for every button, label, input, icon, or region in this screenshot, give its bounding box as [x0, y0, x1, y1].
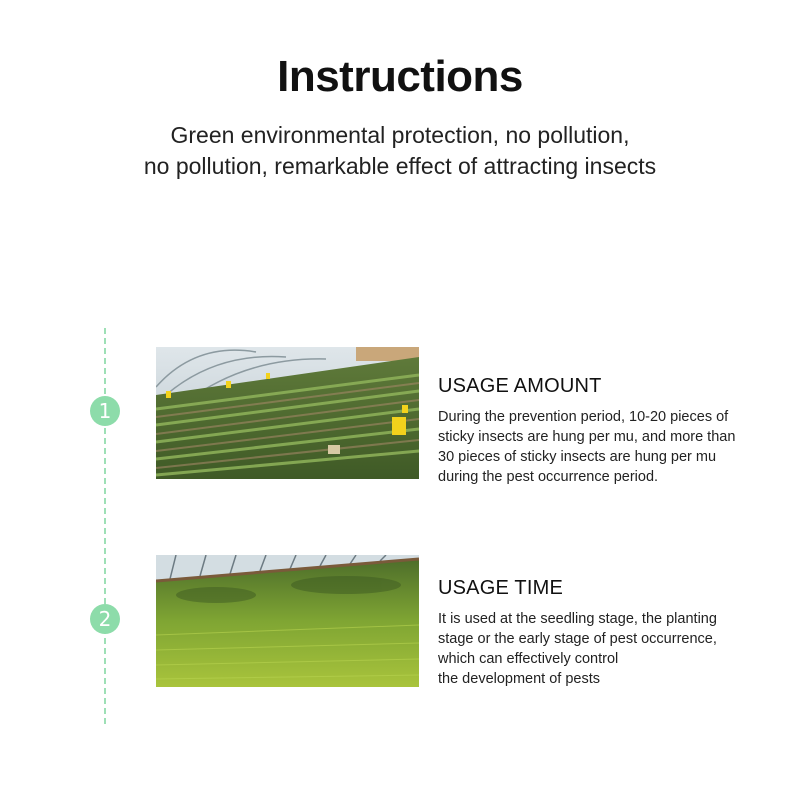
step-description: [438, 609, 778, 689]
subtitle-line: Green environmental protection, no pollution,: [170, 122, 630, 148]
step-description-line: during the pest occurrence period.: [438, 469, 659, 485]
step-description-line: During the prevention period, 10-20 pieces of: [438, 409, 729, 425]
greenhouse-seedbed-photo: [156, 555, 419, 687]
step-description-line: which can effectively control: [438, 651, 619, 667]
step-description: [438, 407, 778, 487]
subtitle-line: no pollution, remarkable effect of attracting insects: [143, 153, 657, 179]
step-heading: USAGE AMOUNT: [438, 375, 602, 397]
step-description-line: 30 pieces of sticky insects are hung per mu: [438, 449, 717, 465]
step-number-badge: 1: [90, 396, 120, 426]
step-description-line: It is used at the seedling stage, the planting: [438, 611, 717, 627]
step-description-line: sticky insects are hung per mu, and more than: [438, 429, 736, 445]
step-heading: USAGE TIME: [438, 577, 563, 599]
step-description-line: the development of pests: [438, 671, 601, 687]
step-description-line: stage or the early stage of pest occurrence,: [438, 631, 717, 647]
page-title: Instructions: [277, 52, 523, 101]
step-number-badge: 2: [90, 604, 120, 634]
timeline-dashed-line: [104, 328, 106, 724]
greenhouse-seedlings-photo: [156, 347, 419, 479]
page-subtitle: [0, 120, 800, 182]
